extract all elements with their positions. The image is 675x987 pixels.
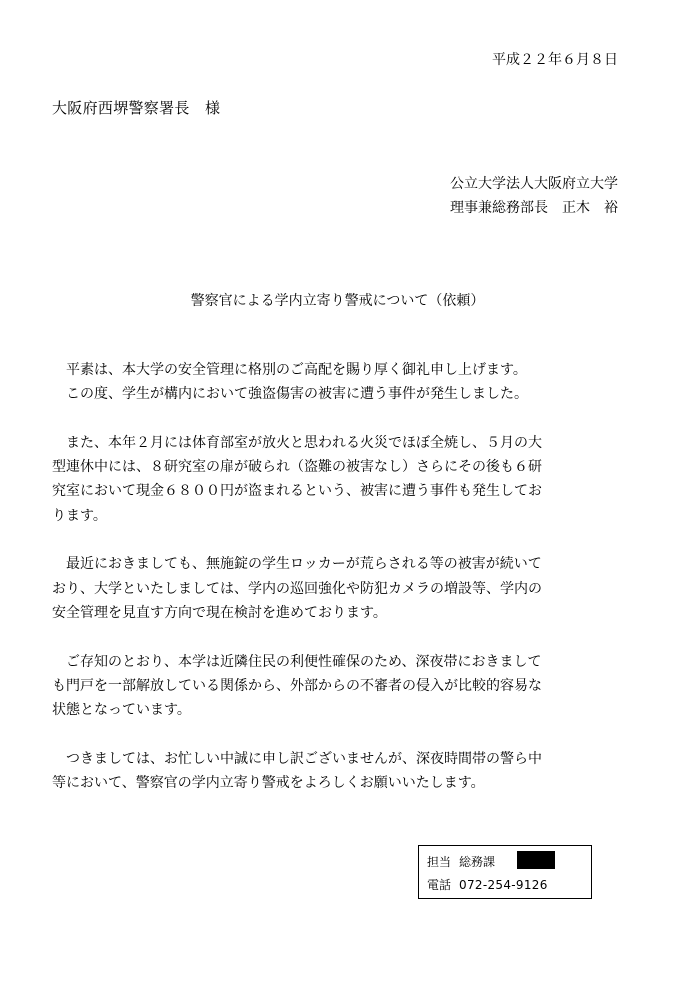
paragraph-line: おり、大学といたしましては、学内の巡回強化や防犯カメラの増設等、学内の [52, 580, 542, 597]
person-label: 担当 [427, 855, 452, 869]
paragraph-3 [52, 552, 622, 625]
paragraph-line: この度、学生が構内において強盗傷害の被害に遭う事件が発生しました。 [52, 386, 528, 403]
document-body [52, 358, 622, 795]
document-date: 平成２２年６月８日 [492, 52, 618, 68]
paragraph-line: ご存知のとおり、本学は近隣住民の利便性確保のため、深夜帯におきまして [52, 653, 542, 670]
paragraph-line: 安全管理を見直す方向で現在検討を進めております。 [52, 604, 387, 621]
paragraph-line: 平素は、本大学の安全管理に格別のご高配を賜り厚く御礼申し上げます。 [52, 362, 527, 378]
contact-phone-row [427, 876, 548, 893]
addressee: 大阪府西堺警察署長 様 [52, 99, 221, 117]
paragraph-line: 型連休中には、８研究室の扉が破られ（盗難の被害なし）さらにその後も６研 [52, 459, 542, 476]
paragraph-5 [52, 747, 622, 796]
contact-person-row [427, 853, 495, 870]
paragraph-line: また、本年２月には体育部室が放火と思われる火災でほぼ全焼し、５月の大 [52, 434, 542, 451]
paragraph-line: も門戸を一部解放している関係から、外部からの不審者の侵入が比較的容易な [52, 677, 542, 694]
phone-number: 072-254-9126 [459, 878, 548, 892]
paragraph-4 [52, 650, 622, 723]
paragraph-line: 究室において現金６８００円が盗まれるという、被害に遭う事件も発生してお [52, 483, 542, 500]
sender-name: 理事兼総務部長 正木 裕 [450, 200, 618, 216]
document-title: 警察官による学内立寄り警戒について（依頼） [190, 293, 485, 309]
paragraph-line: ります。 [52, 507, 107, 524]
paragraph-line: 最近におきましても、無施錠の学生ロッカーが荒らされる等の被害が続いて [52, 556, 542, 573]
paragraph-1 [52, 358, 622, 407]
sender-organization: 公立大学法人大阪府立大学 [450, 176, 618, 192]
paragraph-line: つきましては、お忙しい中誠に申し訳ございませんが、深夜時間帯の警ら中 [52, 750, 542, 767]
paragraph-line: 等において、警察官の学内立寄り警戒をよろしくお願いいたします。 [52, 775, 485, 792]
contact-box [418, 845, 592, 899]
department: 総務課 [459, 855, 496, 869]
phone-label: 電話 [427, 878, 452, 892]
paragraph-line: 状態となっています。 [52, 702, 191, 719]
paragraph-2 [52, 431, 622, 528]
redacted-name [517, 851, 555, 869]
sender-block [450, 172, 618, 220]
